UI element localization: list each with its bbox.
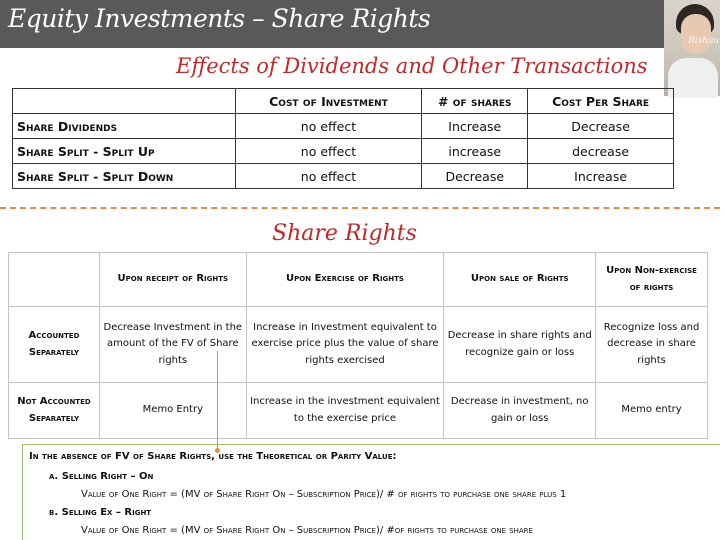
per-share-cell: Decrease [528,114,674,139]
row-label: Share Split - Split Down [13,164,236,189]
dividends-effects-table [12,88,674,189]
row-label: Share Dividends [13,114,236,139]
header-upon-sale: Upon sale of Rights [444,253,596,307]
shares-cell: Increase [422,114,528,139]
presenter-video-thumbnail [664,0,725,96]
note-item-a-label: a. Selling Right – On [49,471,154,482]
table-header-row [9,253,708,307]
per-share-cell: decrease [528,139,674,164]
table-row [13,164,674,189]
presenter-face [681,14,711,54]
note-item-a-formula: Value of One Right = (MV of Share Right On – Subscription Price)/ # of rights to purchase one share plus 1 [81,489,567,500]
cost-cell: no effect [235,114,422,139]
shares-cell: increase [422,139,528,164]
row-label: Accounted Separately [9,307,100,383]
row-label: Not Accounted Separately [9,383,100,439]
presenter-watermark: Rishaun [688,36,725,46]
note-item-b-label: b. Selling Ex – Right [49,507,152,518]
cost-cell: no effect [235,164,422,189]
table-row [13,139,674,164]
receipt-cell: Decrease Investment in the amount of the FV of Share rights [99,307,246,383]
note-item-b-formula: Value of One Right = (MV of Share Right On – Subscription Price)/ #of rights to purchase one share [81,525,533,536]
exercise-cell: Increase in Investment equivalent to exercise price plus the value of share rights exercised [246,307,444,383]
header-cost-per-share: Cost Per Share [528,89,674,114]
receipt-cell: Memo Entry [99,383,246,439]
per-share-cell: Increase [528,164,674,189]
exercise-cell: Increase in the investment equivalent to the exercise price [246,383,444,439]
parity-value-note [22,444,720,540]
table-row [9,307,708,383]
non-exercise-cell: Recognize loss and decrease in share rights [596,307,708,383]
dashed-divider [0,207,720,209]
section2-heading: Share Rights [272,221,417,246]
slide-title: Equity Investments – Share Rights [8,4,431,33]
share-rights-table [8,252,708,439]
table-row [9,383,708,439]
title-bar [0,0,720,48]
header-upon-exercise: Upon Exercise of Rights [246,253,444,307]
header-upon-non-exercise: Upon Non-exercise of rights [596,253,708,307]
header-number-of-shares: # of shares [422,89,528,114]
shares-cell: Decrease [422,164,528,189]
header-empty [13,89,236,114]
note-heading: In the absence of FV of Share Rights, use the Theoretical or Parity Value: [29,451,397,462]
header-upon-receipt: Upon receipt of Rights [99,253,246,307]
header-cost-of-investment: Cost of Investment [235,89,422,114]
presenter-body [668,58,718,98]
cost-cell: no effect [235,139,422,164]
table-header-row [13,89,674,114]
sale-cell: Decrease in share rights and recognize gain or loss [444,307,596,383]
connector-line [217,351,218,451]
non-exercise-cell: Memo entry [596,383,708,439]
header-empty [9,253,100,307]
row-label: Share Split - Split Up [13,139,236,164]
table-row [13,114,674,139]
sale-cell: Decrease in investment, no gain or loss [444,383,596,439]
section1-heading: Effects of Dividends and Other Transactions [176,54,648,78]
